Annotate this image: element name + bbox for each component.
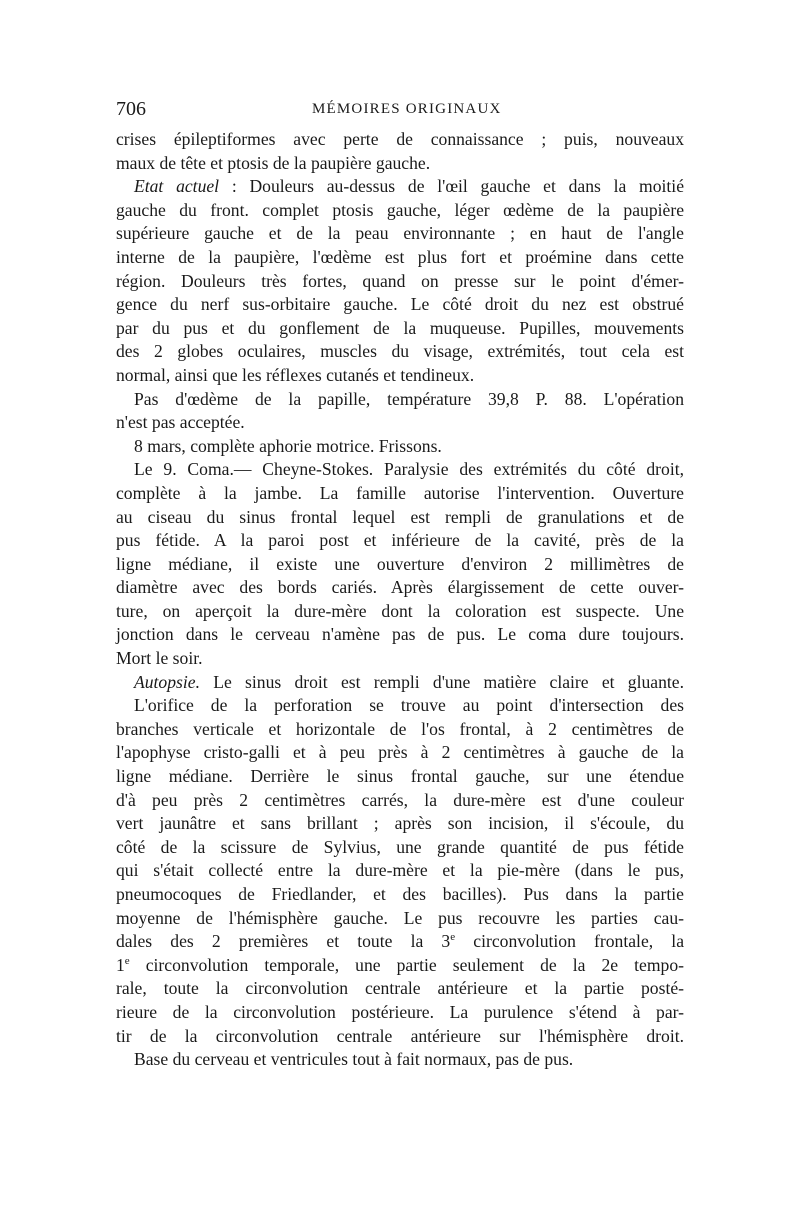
text-line <box>116 340 684 364</box>
line-text: branches verticale et horizontale de l'os frontal, à 2 centimètres de <box>116 718 684 739</box>
text-line <box>116 411 684 435</box>
line-text: maux de tête et ptosis de la paupière gauche. <box>116 152 431 173</box>
line-text: n'est pas acceptée. <box>116 412 245 433</box>
text-line <box>116 270 684 294</box>
text-line <box>116 222 684 246</box>
line-text: d'à peu près 2 centimètres carrés, la dure-mère est d'une couleur <box>116 789 684 810</box>
line-text: rieure de la circonvolution postérieure. La purulence s'étend à par- <box>116 1001 684 1022</box>
text-line <box>116 954 684 978</box>
line-text: 1 <box>116 954 125 975</box>
line-text: tir de la circonvolution centrale antérieure sur l'hémisphère droit. <box>116 1025 684 1046</box>
text-line <box>116 1001 684 1025</box>
text-line <box>116 482 684 506</box>
line-text: ligne médiane, il existe une ouverture d'environ 2 millimètres de <box>116 553 684 574</box>
line-text: pus fétide. A la paroi post et inférieure de la cavité, près de la <box>116 530 684 551</box>
text-line <box>116 364 684 388</box>
page-header <box>116 98 684 126</box>
superscript: e <box>450 931 456 944</box>
line-text: crises épileptiformes avec perte de connaissance ; puis, nouveaux <box>116 129 684 149</box>
line-text: L'orifice de la perforation se trouve au point d'intersection des <box>134 695 684 716</box>
text-line <box>116 600 684 624</box>
running-title: MÉMOIRES ORIGINAUX <box>312 101 502 117</box>
text-line <box>116 859 684 883</box>
text-line <box>116 1048 684 1072</box>
text-line <box>116 458 684 482</box>
text-line <box>116 576 684 600</box>
text-line <box>116 1025 684 1049</box>
text-line <box>116 506 684 530</box>
text-line <box>116 175 684 199</box>
line-text: dales des 2 premières et toute la 3 <box>116 931 451 952</box>
line-text: normal, ainsi que les réflexes cutanés et tendineux. <box>116 364 475 385</box>
line-text: ture, on aperçoit la dure-mère dont la coloration est suspecte. Une <box>116 600 684 621</box>
text-line <box>116 623 684 647</box>
text-line <box>116 977 684 1001</box>
line-text: Base du cerveau et ventricules tout à fait normaux, pas de pus. <box>134 1049 574 1070</box>
superscript: e <box>124 954 130 967</box>
line-text: moyenne de l'hémisphère gauche. Le pus recouvre les parties cau- <box>116 907 684 928</box>
text-line <box>116 694 684 718</box>
text-line <box>116 741 684 765</box>
line-text: gauche du front. complet ptosis gauche, léger œdème de la paupière <box>116 199 684 220</box>
page-number: 706 <box>116 98 146 120</box>
line-text: Pas d'œdème de la papille, température 39,8 P. 88. L'opération <box>134 388 684 409</box>
italic-lead: Autopsie. <box>134 671 200 692</box>
line-text: vert jaunâtre et sans brillant ; après son incision, il s'écoule, du <box>116 813 684 834</box>
text-line <box>116 789 684 813</box>
line-text: Le 9. Coma.— Cheyne-Stokes. Paralysie des extrémités du côté droit, <box>134 459 684 480</box>
line-text: interne de la paupière, l'œdème est plus fort et proémine dans cette <box>116 246 684 267</box>
line-text: Mort le soir. <box>116 648 203 669</box>
line-text-tail: circonvolution frontale, la <box>455 931 685 952</box>
text-line <box>116 836 684 860</box>
text-line <box>116 435 684 459</box>
body-text <box>116 128 684 1072</box>
line-text: supérieure gauche et de la peau environnante ; en haut de l'angle <box>116 223 684 244</box>
line-text: l'apophyse cristo-galli et à peu près à 2 centimètres à gauche de la <box>116 742 684 763</box>
line-text: pneumocoques de Friedlander, et des bacilles). Pus dans la partie <box>116 884 684 904</box>
line-text: au ciseau du sinus frontal lequel est rempli de granulations et de <box>116 506 684 527</box>
line-text: qui s'était collecté entre la dure-mère et la pie-mère (dans le pus, <box>116 860 684 881</box>
text-line <box>116 317 684 341</box>
text-line <box>116 907 684 931</box>
text-line <box>116 199 684 223</box>
text-line <box>116 812 684 836</box>
line-text: gence du nerf sus-orbitaire gauche. Le côté droit du nez est obstrué <box>116 294 684 315</box>
text-line <box>116 671 684 695</box>
line-text: ligne médiane. Derrière le sinus frontal gauche, sur une étendue <box>116 766 684 787</box>
text-line <box>116 765 684 789</box>
text-line <box>116 553 684 577</box>
text-line <box>116 883 684 907</box>
text-line <box>116 647 684 671</box>
text-line <box>116 930 684 954</box>
line-text: par du pus et du gonflement de la muqueuse. Pupilles, mouvements <box>116 317 684 338</box>
text-line <box>116 246 684 270</box>
line-text: région. Douleurs très fortes, quand on presse sur le point d'émer- <box>116 270 684 291</box>
line-text: rale, toute la circonvolution centrale antérieure et la partie posté- <box>116 978 684 999</box>
line-text-tail: circonvolution temporale, une partie seulement de la 2e tempo- <box>129 954 684 975</box>
text-line <box>116 293 684 317</box>
line-text: diamètre avec des bords cariés. Après élargissement de cette ouver- <box>116 577 684 598</box>
text-line <box>116 388 684 412</box>
text-line <box>116 128 684 152</box>
line-text: côté de la scissure de Sylvius, une grande quantité de pus fétide <box>116 836 684 857</box>
line-text: Le sinus droit est rempli d'une matière claire et gluante. <box>199 671 684 692</box>
line-text: 8 mars, complète aphorie motrice. Frissons. <box>134 435 442 456</box>
line-text: des 2 globes oculaires, muscles du visage, extrémités, tout cela est <box>116 341 684 362</box>
text-line <box>116 718 684 742</box>
italic-lead: Etat actuel <box>134 176 220 197</box>
line-text: complète à la jambe. La famille autorise l'intervention. Ouverture <box>116 482 684 503</box>
text-line <box>116 529 684 553</box>
line-text: jonction dans le cerveau n'amène pas de pus. Le coma dure toujours. <box>116 624 684 645</box>
line-text: : Douleurs au-dessus de l'œil gauche et dans la moitié <box>219 176 684 197</box>
text-line <box>116 152 684 176</box>
